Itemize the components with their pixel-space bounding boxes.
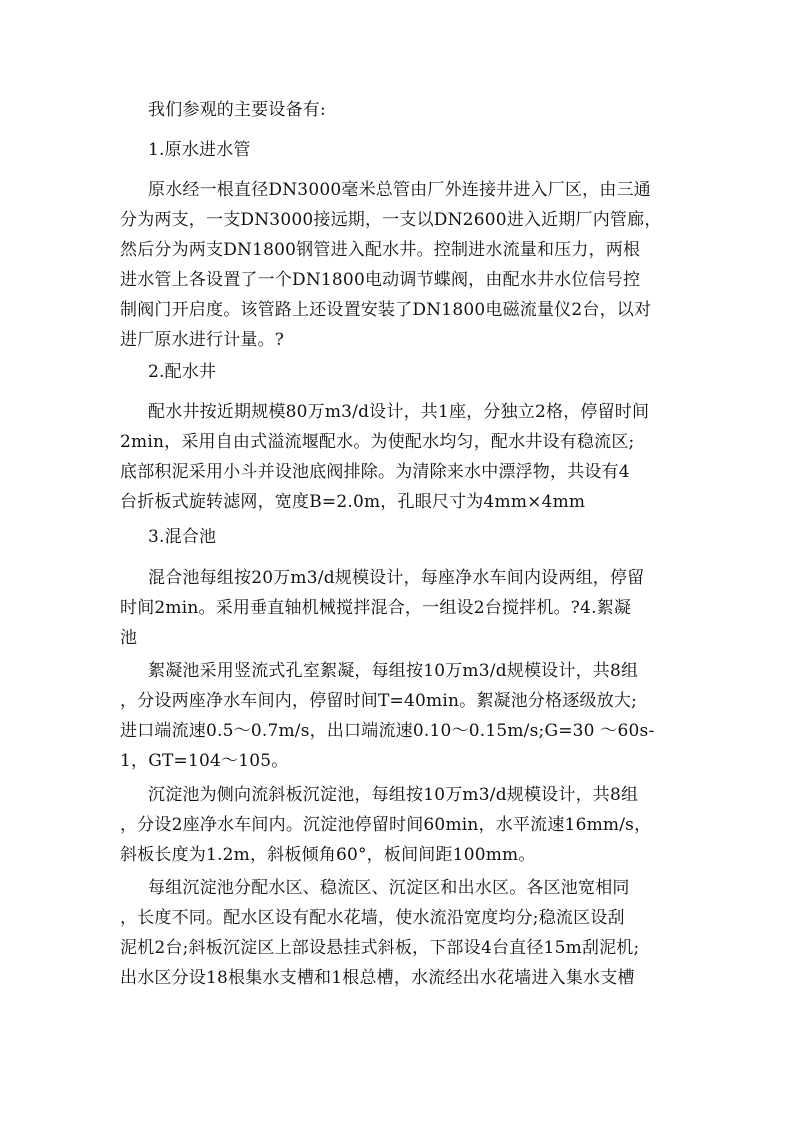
section-heading-3	[120, 522, 676, 552]
text-line: 泥机2台;斜板沉淀区上部设悬挂式斜板，下部设4台直径15m刮泥机;	[120, 938, 640, 958]
text-line: 台折板式旋转滤网，宽度B=2.0m，孔眼尺寸为4mm×4mm	[120, 492, 586, 512]
text-line: 配水井按近期规模80万m3/d设计，共1座，分独立2格，停留时间	[148, 402, 650, 422]
text-line: 进厂原水进行计量。?	[120, 330, 285, 350]
paragraph-distribution-well	[120, 397, 676, 517]
text-line: 底部积泥采用小斗并设池底阀排除。为清除来水中漂浮物，共设有4	[120, 462, 630, 482]
heading-text: 1.原水进水管	[148, 140, 251, 160]
text-line: 然后分为两支DN1800钢管进入配水井。控制进水流量和压力，两根	[120, 240, 641, 260]
text-line: 2min，采用自由式溢流堰配水。为使配水均匀，配水井设有稳流区;	[120, 432, 635, 452]
section-heading-2	[120, 357, 676, 387]
paragraph-sedimentation-zones	[120, 873, 676, 993]
heading-text: 2.配水井	[148, 362, 217, 382]
text-line: 出水区分设18根集水支槽和1根总槽，水流经出水花墙进入集水支槽	[120, 968, 635, 988]
text-line: 分为两支，一支DN3000接远期，一支以DN2600进入近期厂内管廊，	[120, 210, 662, 230]
text-line: ，分设两座净水车间内，停留时间T=40min。絮凝池分格逐级放大;	[120, 691, 638, 711]
intro-text	[120, 95, 676, 125]
text-line: 每组沉淀池分配水区、稳流区、沉淀区和出水区。各区池宽相同	[148, 878, 630, 898]
paragraph-sedimentation-tank	[120, 780, 676, 870]
text-line: 制阀门开启度。该管路上还设置安装了DN1800电磁流量仪2台，以对	[120, 300, 652, 320]
heading-text: 3.混合池	[148, 527, 217, 547]
intro-line: 我们参观的主要设备有:	[148, 100, 326, 120]
paragraph-mixing-tank	[120, 563, 676, 653]
text-line: 池	[120, 628, 138, 648]
text-line: 时间2min。采用垂直轴机械搅拌混合，一组设2台搅拌机。?4.絮凝	[120, 598, 632, 618]
paragraph-flocculation-tank	[120, 656, 676, 776]
text-line: 进水管上各设置了一个DN1800电动调节蝶阀，由配水井水位信号控	[120, 270, 641, 290]
text-line: 进口端流速0.5～0.7m/s，出口端流速0.10～0.15m/s;G=30 ～60s-	[120, 721, 655, 741]
text-line: 1，GT=104～105。	[120, 751, 289, 771]
text-line: ，长度不同。配水区设有配水花墙，使水流沿宽度均分;稳流区设刮	[120, 908, 625, 928]
section-heading-1	[120, 135, 676, 165]
text-line: 混合池每组按20万m3/d规模设计，每座净水车间内设两组，停留	[148, 568, 645, 588]
text-line: 沉淀池为侧向流斜板沉淀池，每组按10万m3/d规模设计，共8组	[148, 785, 639, 805]
text-line: 絮凝池采用竖流式孔室絮凝，每组按10万m3/d规模设计，共8组	[148, 661, 639, 681]
text-line: 原水经一根直径DN3000毫米总管由厂外连接井进入厂区，由三通	[148, 180, 651, 200]
text-line: 斜板长度为1.2m，斜板倾角60°，板间间距100mm。	[120, 845, 536, 865]
text-line: ，分设2座净水车间内。沉淀池停留时间60min，水平流速16mm/s，	[120, 815, 652, 835]
paragraph-raw-water-pipe	[120, 175, 676, 355]
